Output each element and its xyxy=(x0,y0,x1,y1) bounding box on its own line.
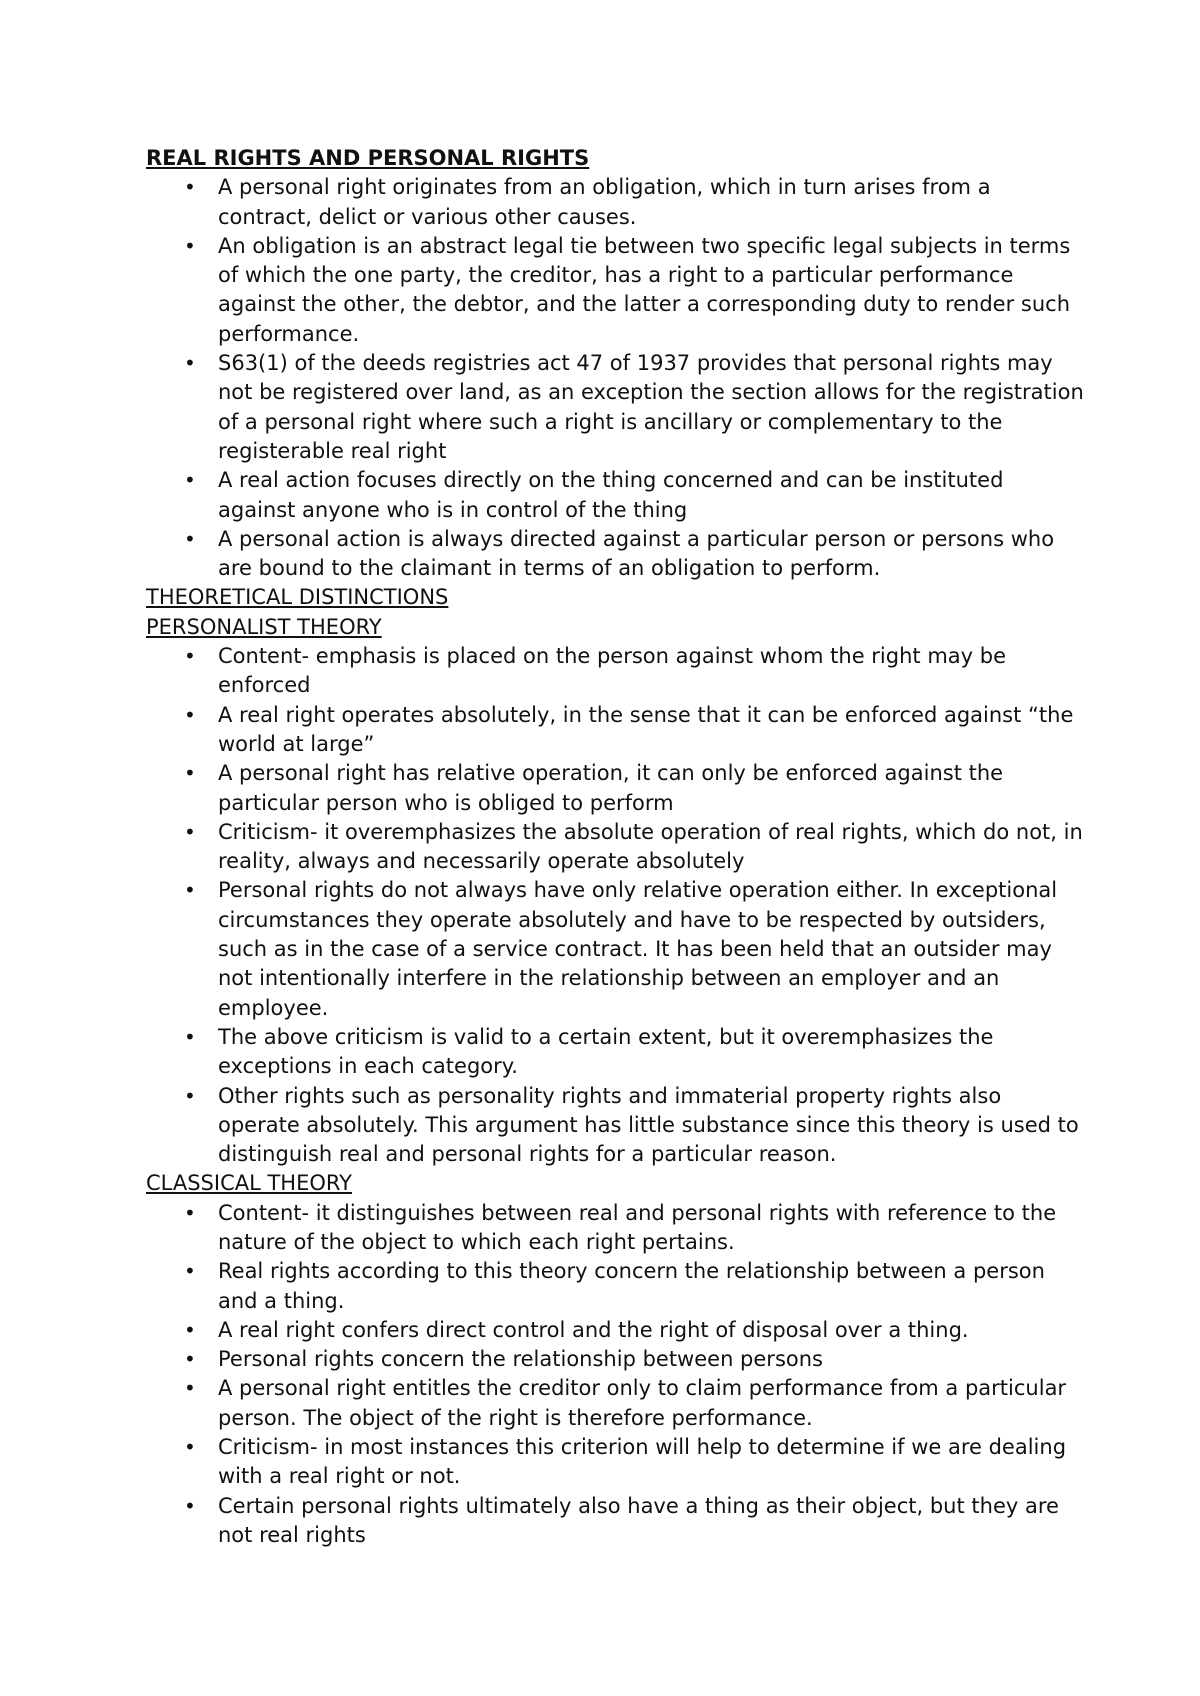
list-item: • An obligation is an abstract legal tie between two specific legal subjects in terms of which the one party, the creditor, has a right to a particular performance against the other, the debtor, and the latter a corresponding duty to render such performance. xyxy=(184,233,1071,346)
bullet-icon: • xyxy=(184,1347,196,1372)
bullet-icon: • xyxy=(184,1435,196,1460)
bullet-icon: • xyxy=(184,819,196,844)
section-heading: PERSONALIST THEORY xyxy=(146,614,382,639)
bullet-icon: • xyxy=(184,1317,196,1342)
bullet-icon: • xyxy=(184,526,196,551)
list-item: • A personal right has relative operation, it can only be enforced against the particular person who is obliged to perform xyxy=(184,761,1004,815)
list-item: • A real right operates absolutely, in the sense that it can be enforced against “the world at large” xyxy=(184,702,1074,756)
bullet-icon: • xyxy=(184,1024,196,1049)
list-item: • Criticism- it overemphasizes the absolute operation of real rights, which do not, in reality, always and necessarily operate absolutely xyxy=(184,819,1083,874)
section-personalist-theory xyxy=(146,613,1086,1170)
list-item: • A personal action is always directed against a particular person or persons who are bound to the claimant in terms of an obligation to perform. xyxy=(184,526,1055,581)
bullet-icon: • xyxy=(184,351,196,376)
list-item: • Certain personal rights ultimately also have a thing as their object, but they are not real rights xyxy=(184,1493,1059,1547)
bullet-icon: • xyxy=(184,1259,196,1284)
list-item: • Criticism- in most instances this criterion will help to determine if we are dealing with a real right or not. xyxy=(184,1435,1067,1489)
list-item: • A real action focuses directly on the thing concerned and can be instituted against anyone who is in control of the thing xyxy=(184,468,1004,522)
bullet-list xyxy=(146,173,1086,583)
bullet-icon: • xyxy=(184,644,196,669)
bullet-list xyxy=(146,1199,1086,1551)
list-item: • Personal rights concern the relationship between persons xyxy=(146,1345,1086,1374)
bullet-icon: • xyxy=(184,233,196,258)
section-theoretical-distinctions xyxy=(146,583,1086,612)
section-classical-theory xyxy=(146,1169,1086,1550)
bullet-icon: • xyxy=(184,878,196,903)
list-item: • A real right confers direct control and the right of disposal over a thing. xyxy=(146,1316,1086,1345)
list-item: • S63(1) of the deeds registries act 47 of 1937 provides that personal rights may not be registered over land, as an exception the section allows for the registration of a personal right where such a right is ancillary or complementary to the registerable real right xyxy=(184,351,1084,463)
list-item: • A personal right originates from an obligation, which in turn arises from a contract, delict or various other causes. xyxy=(184,175,991,229)
bullet-icon: • xyxy=(184,1083,196,1108)
list-item: • A personal right entitles the creditor only to claim performance from a particular person. The object of the right is therefore performance. xyxy=(184,1376,1067,1430)
document-page xyxy=(146,144,1086,1550)
bullet-icon: • xyxy=(184,1376,196,1401)
bullet-list xyxy=(146,642,1086,1169)
section-real-rights xyxy=(146,144,1086,583)
list-item: • The above criticism is valid to a certain extent, but it overemphasizes the exceptions in each category. xyxy=(184,1024,994,1079)
section-heading: CLASSICAL THEORY xyxy=(146,1171,352,1196)
list-item: • Personal rights do not always have only relative operation either. In exceptional circumstances they operate absolutely and have to be respected by outsiders, such as in the case of a service contract. It has been held that an outsider may not intentionally interfere in the relationship between an employer and an employee. xyxy=(184,878,1058,1020)
section-heading: THEORETICAL DISTINCTIONS xyxy=(146,585,449,610)
document-title: REAL RIGHTS AND PERSONAL RIGHTS xyxy=(146,146,590,170)
list-item: • Content- it distinguishes between real and personal rights with reference to the nature of the object to which each right pertains. xyxy=(184,1200,1057,1254)
list-item: • Other rights such as personality rights and immaterial property rights also operate absolutely. This argument has little substance since this theory is used to distinguish real and personal rights for a particular reason. xyxy=(184,1083,1079,1167)
bullet-icon: • xyxy=(184,1200,196,1225)
bullet-icon: • xyxy=(184,702,196,727)
bullet-icon: • xyxy=(184,468,196,493)
bullet-icon: • xyxy=(184,761,196,786)
list-item: • Content- emphasis is placed on the person against whom the right may be enforced xyxy=(184,644,1006,698)
list-item: • Real rights according to this theory concern the relationship between a person and a thing. xyxy=(184,1259,1045,1313)
bullet-icon: • xyxy=(184,1493,196,1518)
bullet-icon: • xyxy=(184,175,196,200)
